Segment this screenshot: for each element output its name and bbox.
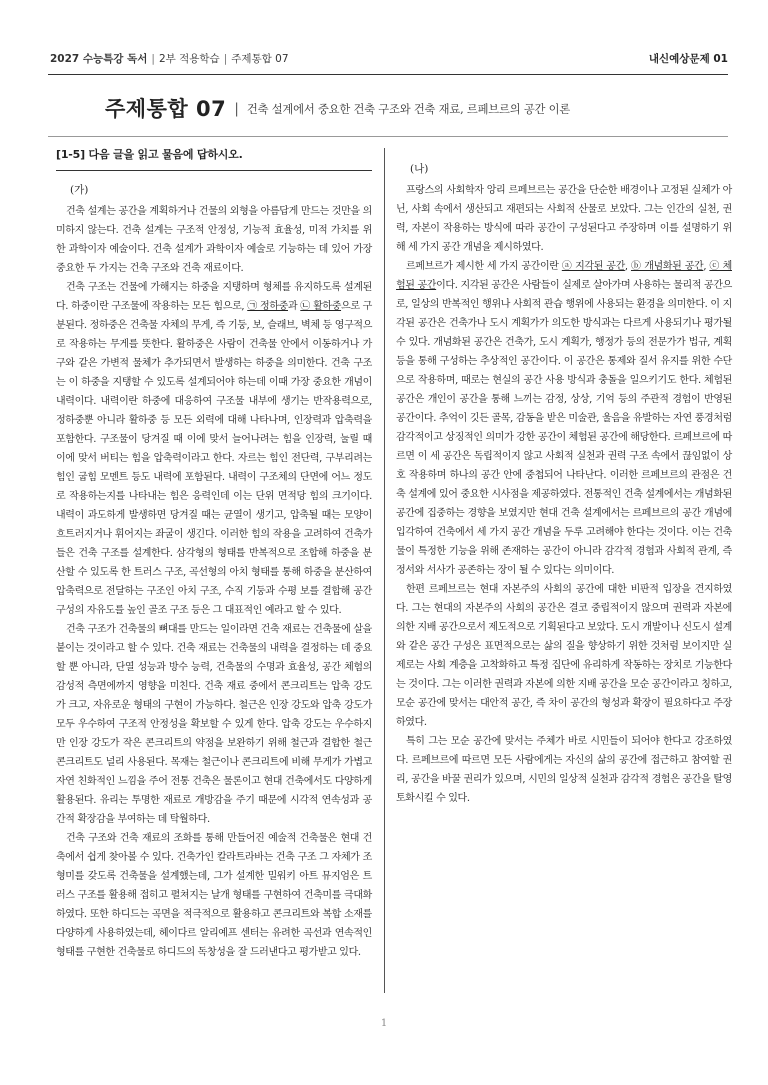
- page-number: 1: [380, 1018, 388, 1029]
- underlined-term-conceived-space: ⓑ 개념화된 공간: [630, 261, 704, 272]
- header-separator: |: [223, 53, 228, 65]
- text-run: 과: [287, 301, 301, 312]
- paragraph: 프랑스의 사회학자 앙리 르페브르는 공간을 단순한 배경이나 고정된 실체가 아닌, 사회 속에서 생산되고 재편되는 사회적 산물로 보았다. 그는 인간의 실천, 권력, 자본이 작용하는 방식에 따라 공간이 구성된다고 주장하며 이를 설명하기 위해 세 가지 공간 개념을 제시하였다.: [396, 185, 732, 253]
- spacer: [396, 152, 732, 160]
- section-label-a: (가): [70, 184, 89, 196]
- paragraph: [396, 257, 732, 580]
- text-run: ,: [703, 261, 710, 272]
- page-title: 주제통합 07: [105, 97, 227, 121]
- underlined-term-lived-space: ⓒ 체험된 공간: [396, 261, 732, 291]
- text-run: 으로 구분된다. 정하중은 건축물 자체의 무게, 즉 기둥, 보, 슬래브, 벽체 등 영구적으로 작용하는 무게를 뜻한다. 활하중은 사람이 건축물 안에서 이동하거나 가구와 같은 가변적 물체가 추가되면서 발생하는 하중을 의미한다. 건축 구조는 이 하중을 지탱할 수 있도록 설계되어야 하는데 이때 가장 중요한 개념이 내력이다. 내력이란 하중에 대응하여 구조물 내부에 생기는 반작용력으로, 정하중뿐 아니라 활하중 등 모든 외력에 대해 나타나며, 인장력과 압축력을 포함한다. 구조물이 당겨질 때 이에 맞서 늘어나려는 힘을 인장력, 눌릴 때 이에 맞서 버티는 힘을 압축력이라고 한다. 자르는 힘인 전단력, 구부리려는 힘인 굽힘 모멘트 등도 내력에 포함된다. 내력이 구조체의 단면에 어느 정도로 작용하는지를 나타내는 힘은 응력인데 이는 단위 면적당 힘의 크기이다. 내력이 과도하게 발생하면 당겨질 때는 균열이 생기고, 압축될 때는 모양이 흐트러지거나 휘어지는 좌굴이 생긴다. 이러한 힘의 작용을 고려하여 건축가들은 건축 구조를 설계한다. 삼각형의 형태를 반복적으로 조합해 하중을 분산할 수 있도록 한 트러스 구조, 곡선형의 아치 형태를 통해 하중을 분산하여 압축력으로 전달하는 구조인 아치 구조, 수직 기둥과 수평 보를 결합해 공간 구성의 자유도를 높인 골조 구조 등은 그 대표적인 예라고 할 수 있다.: [56, 301, 372, 616]
- underlined-term-static-load: ㉠ 정하중: [247, 301, 288, 312]
- right-column: [396, 152, 732, 808]
- header-book: 2027 수능특강 독서: [50, 53, 148, 65]
- header-exam-label: 내신예상문제 01: [648, 53, 728, 65]
- header-rule: [48, 74, 728, 75]
- paragraph: 건축 구조와 건축 재료의 조화를 통해 만들어진 예술적 건축물은 현대 건축에서 쉽게 찾아볼 수 있다. 건축가인 칼라트라바는 건축 구조 그 자체가 조형미를 갖도록 건축물을 설계했는데, 그가 설계한 밀워키 아트 뮤지엄은 트러스 구조를 활용해 접히고 펼쳐지는 날개 형태를 구현하여 건축미를 극대화하였다. 또한 하디드는 곡면을 적극적으로 활용하고 콘크리트와 복합 소재를 다양하게 사용하였는데, 헤이다르 알리예프 센터는 유려한 곡선과 연속적인 형태를 구현한 건축물로 하디드의 독창성을 잘 드러낸다고 평가받고 있다.: [56, 833, 372, 958]
- title-row: [105, 93, 725, 123]
- paragraph: [56, 278, 372, 620]
- paragraph: 건축 설계는 공간을 계획하거나 건물의 외형을 아름답게 만드는 것만을 의미하지 않는다. 건축 설계는 구조적 안정성, 기능적 효율성, 미적 가치를 위한 과학이자 예술이다. 건축 설계가 과학이자 예술로 기능하는 데 있어 가장 중요한 두 가지는 건축 구조와 건축 재료이다.: [56, 206, 372, 274]
- column-divider: [384, 148, 385, 993]
- paragraph: 한편 르페브르는 현대 자본주의 사회의 공간에 대한 비판적 입장을 견지하였다. 그는 현대의 자본주의 사회의 공간은 결코 중립적이지 않으며 권력과 자본에 의한 지배 공간으로서 제도적으로 기획된다고 보았다. 도시 개발이나 신도시 설계와 같은 공간 구성은 표면적으로는 삶의 질을 향상하기 위한 것처럼 보이지만 실제로는 사회 계층을 고착화하고 특정 집단에 유리하게 작동하는 장치로 기능한다는 것이다. 그는 이러한 권력과 자본에 의한 지배 공간을 모순 공간이라고 칭하고, 모순 공간에 맞서는 대안적 공간, 즉 차이 공간의 형성과 확장이 필요하다고 주장하였다.: [396, 584, 732, 728]
- text-run: 르페브르가 제시한 세 가지 공간이란: [406, 261, 562, 272]
- header-part: 2부 적용학습: [158, 53, 220, 65]
- underlined-term-perceived-space: ⓐ 지각된 공간: [561, 261, 625, 272]
- header-breadcrumb: [50, 51, 289, 66]
- left-column: [56, 146, 372, 962]
- underlined-term-live-load: ㉡ 활하중: [300, 301, 342, 312]
- page-header: [50, 45, 728, 75]
- passage-box: [56, 170, 372, 962]
- question-heading: [1-5] 다음 글을 읽고 물음에 답하시오.: [56, 148, 243, 161]
- paragraph: 건축 구조가 건축물의 뼈대를 만드는 일이라면 건축 재료는 건축물에 살을 붙이는 것이라고 할 수 있다. 건축 재료는 건축물의 내력을 결정하는 데 중요할 뿐 아니라, 단열 성능과 방수 능력, 건축물의 수명과 효율성, 공간 체험의 감성적 측면에까지 영향을 미친다. 건축 재료 중에서 콘크리트는 압축 강도가 크고, 자유로운 형태의 구현이 가능하다. 철근은 인장 강도와 압축 강도가 모두 우수하여 구조적 안정성을 확보할 수 있게 한다. 압축 강도는 우수하지만 인장 강도가 작은 콘크리트의 약점을 보완하기 위해 철근과 결합한 철근 콘크리트도 널리 사용된다. 목재는 철근이나 콘크리트에 비해 무게가 가볍고 자연 친화적인 느낌을 주어 전통 건축은 물론이고 현대 건축에서도 다양하게 활용된다. 유리는 투명한 재료로 개방감을 주기 때문에 시각적 연속성과 공간적 확장감을 부여하는 데 탁월하다.: [56, 624, 372, 825]
- header-separator: |: [151, 53, 155, 65]
- title-separator: |: [234, 101, 239, 117]
- page-subtitle: 건축 설계에서 중요한 건축 구조와 건축 재료, 르페브르의 공간 이론: [246, 103, 571, 116]
- text-run: 이다. 지각된 공간은 사람들이 실제로 살아가며 사용하는 물리적 공간으로, 일상의 반복적인 행위나 사회적 관습 행위에 사용되는 환경을 의미한다. 이 지각된 공간은 건축가나 도시 계획가가 의도한 방식과는 다르게 사용되기나 평가될 수 있다. 개념화된 공간은 건축가, 도시 계획가, 행정가 등의 전문가가 법규, 계획 등을 통해 구성하는 추상적인 공간이다. 이 공간은 통제와 질서 유지를 위한 수단으로 작용하며, 때로는 현실의 공간 사용 방식과 충돌을 일으키기도 한다. 체험된 공간은 개인이 공간을 통해 느끼는 감정, 상상, 기억 등의 주관적 경험이 반영된 공간이다. 추억이 깃든 골목, 감동을 받은 미술관, 울음을 유발하는 자연 풍경처럼 감각적이고 상징적인 의미가 강한 공간이 체험된 공간에 해당한다. 르페브르에 따르면 이 세 공간은 독립적이지 않고 사회적 실천과 권력 구조 속에서 끊임없이 상호 작용하며 하나의 공간 안에 중첩되어 나타난다. 이러한 르페브르의 관점은 건축 설계에 있어 중요한 시사점을 제공하였다. 전통적인 건축 설계에서는 개념화된 공간에 집중하는 경향을 보였지만 현대 건축 설계에서는 르페브르의 공간 개념에 입각하여 건축에서 세 가지 공간 개념을 두루 고려해야 한다는 것이다. 이는 건축물이 특정한 기능을 위해 존재하는 공간이 아니라 감각적 경험과 사회적 관계, 즉 정서와 서사가 공존하는 장이 될 수 있다는 의미이다.: [396, 280, 732, 576]
- paragraph: 특히 그는 모순 공간에 맞서는 주체가 바로 시민들이 되어야 한다고 강조하였다. 르페브르에 따르면 모든 사람에게는 자신의 삶의 공간에 접근하고 참여할 권리, 공간을 바꿀 권리가 있으며, 시민의 일상적 실천과 감각적 경험은 공간을 탈영토화시킬 수 있다.: [396, 736, 732, 804]
- title-rule: [48, 136, 728, 137]
- text-run: 건축 구조는 건물에 가해지는 하중을 지탱하며 형체를 유지하도록 설계된다. 하중이란 구조물에 작용하는 모든 힘으로,: [56, 282, 372, 312]
- text-run: ,: [624, 261, 631, 272]
- section-label-b: (나): [410, 163, 429, 175]
- header-unit: 주제통합 07: [231, 53, 289, 65]
